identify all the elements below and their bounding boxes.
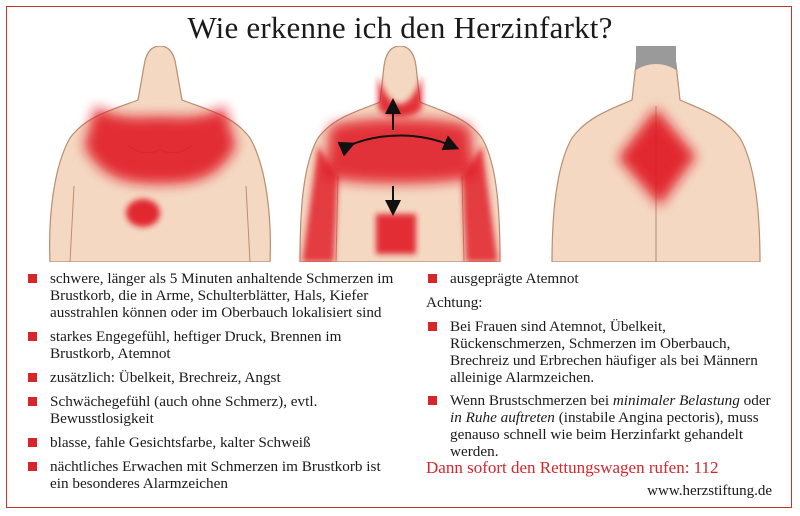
bullet-square-icon: [28, 332, 37, 341]
bullet-square-icon: [428, 322, 437, 331]
warning-item: Wenn Brustschmerzen bei minimaler Belastung oder in Ruhe auftreten (instabile Angina pectoris), muss genauso schnell wie beim Herzinfarkt gehandelt werden.: [426, 392, 778, 460]
bullet-square-icon: [28, 397, 37, 406]
symptom-item: nächtliches Erwachen mit Schmerzen im Brustkorb ist ein besonderes Alarmzeichen: [26, 458, 394, 492]
bullet-square-icon: [28, 462, 37, 471]
symptom-item: zusätzlich: Übelkeit, Brechreiz, Angst: [26, 369, 394, 386]
website-link[interactable]: www.herzstiftung.de: [647, 483, 772, 499]
bullet-square-icon: [28, 438, 37, 447]
shoulder-chest-pain-area: [324, 119, 476, 184]
symptom-item: starkes Engegefühl, heftiger Druck, Brennen im Brustkorb, Atemnot: [26, 328, 394, 362]
figure-front-radiating: [300, 46, 500, 262]
abdomen-pain-area: [376, 214, 416, 254]
upper-abdomen-pain-area: [126, 199, 160, 227]
warning-item: Bei Frauen sind Atemnot, Übelkeit, Rückenschmerzen, Schmerzen im Oberbauch, Brechreiz und Erbrechen häufiger als bei Männern alleinige Alarmzeichen.: [426, 318, 778, 386]
symptom-item: schwere, länger als 5 Minuten anhaltende Schmerzen im Brustkorb, die in Arme, Schulterblätter, Hals, Kiefer ausstrahlen können oder im Oberbauch lokalisiert sind: [26, 270, 394, 321]
symptom-list-left: [26, 270, 394, 499]
bullet-square-icon: [28, 274, 37, 283]
symptom-list-right: [426, 270, 778, 466]
symptom-item: ausgeprägte Atemnot: [426, 270, 778, 287]
bullet-square-icon: [428, 274, 437, 283]
bullet-square-icon: [28, 373, 37, 382]
body-illustrations: [0, 46, 800, 262]
page-title: Wie erkenne ich den Herzinfarkt?: [187, 10, 613, 45]
symptom-item: Schwächegefühl (auch ohne Schmerz), evtl. Bewusstlosigkeit: [26, 393, 394, 427]
bullet-square-icon: [428, 396, 437, 405]
symptom-item: blasse, fahle Gesichtsfarbe, kalter Schweiß: [26, 434, 394, 451]
figure-front-chest: [50, 46, 271, 262]
chest-pain-area: [84, 106, 236, 184]
achtung-label: Achtung:: [426, 294, 483, 311]
emergency-call-text: Dann sofort den Rettungswagen rufen: 112: [426, 458, 719, 477]
figure-back-view: [552, 46, 760, 262]
